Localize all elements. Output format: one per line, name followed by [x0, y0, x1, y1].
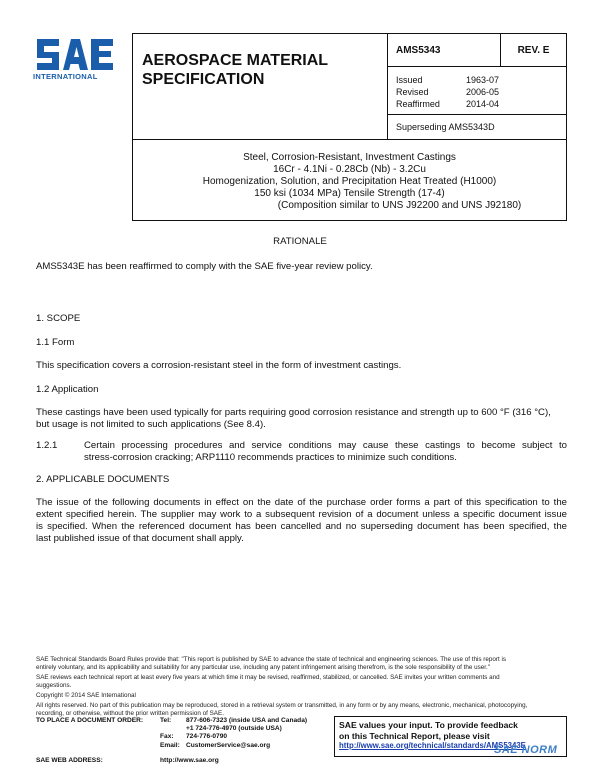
footer-p4-l1: All rights reserved. No part of this publication may be reproduced, stored in a retrieval system or transmitted, in any form or by any means, electronic, mechanical, photocopying, — [36, 702, 528, 709]
footer-p2-l1: SAE reviews each technical report at least every five years at which time it may be revised, reaffirmed, stabilized, or cancelled. SAE invites your written comments and — [36, 674, 500, 681]
footer-legal — [36, 656, 567, 718]
footer-p1-l2: entirely voluntary, and its applicability and suitability for any particular use, including any patent infringement arising therefrom, is the sole responsibility of the user." — [36, 664, 490, 671]
date-list — [396, 74, 499, 110]
section-1-heading: 1. SCOPE — [36, 313, 81, 324]
header-table — [132, 33, 567, 140]
header-info-cell — [388, 34, 566, 139]
subject-box — [132, 140, 567, 221]
subject-line-2: 16Cr - 4.1Ni - 0.28Cb (Nb) - 3.2Cu — [273, 164, 426, 175]
superseding-text: Superseding AMS5343D — [396, 122, 495, 132]
title-line-1: AEROSPACE MATERIAL — [142, 52, 329, 69]
order-fax: 724-776-0790 — [186, 733, 228, 741]
logo-subtext: INTERNATIONAL — [33, 72, 98, 81]
subject-line-3: Homogenization, Solution, and Precipitation Heat Treated (H1000) — [202, 176, 497, 187]
order-tel-1: 877-606-7323 (inside USA and Canada) — [186, 717, 308, 724]
sae-norm-watermark: SAE NORM — [494, 744, 558, 756]
section-1-2-1-text-l2: stress-corrosion cracking; ARP1110 recommends practices to minimize such conditions. — [84, 452, 457, 463]
document-code: AMS5343 — [396, 45, 441, 56]
feedback-line-2: on this Technical Report, please visit — [339, 730, 490, 741]
web-address-link[interactable]: http://www.sae.org — [160, 757, 219, 764]
section-1-2-text-l1: These castings have been used typically for parts requiring good corrosion resistance and strength up to 600 °F (316 °C), — [36, 407, 551, 418]
title-line-2: SPECIFICATION — [142, 71, 265, 88]
section-2-text-l1: The issue of the following documents in effect on the date of the purchase order forms a part of this specification to the — [36, 497, 567, 508]
section-1-2-heading: 1.2 Application — [36, 384, 99, 395]
date-row-revised: Revised 2006-05 — [396, 87, 500, 97]
subject-line-5: (Composition similar to UNS J92200 and UNS J92180) — [277, 200, 522, 211]
section-1-2-text-l2: but usage is not limited to such applications (See 8.4). — [36, 419, 266, 430]
rationale-text: AMS5343E has been reaffirmed to comply with the SAE five-year review policy. — [36, 261, 373, 272]
header-title-cell — [133, 34, 388, 139]
section-2-text-l2: extent specified herein. The supplier may work to a subsequent revision of a document unless a specific document issue — [36, 509, 567, 520]
rationale-heading: RATIONALE — [273, 236, 327, 247]
footer-p2-l2: suggestions. — [36, 682, 72, 689]
order-label: TO PLACE A DOCUMENT ORDER: — [36, 717, 144, 724]
section-2-text-l4: last published issue of that document shall apply. — [36, 533, 244, 544]
revision-label: REV. E — [500, 34, 566, 67]
section-1-1-text: This specification covers a corrosion-resistant steel in the form of investment castings. — [36, 360, 402, 371]
subject-line-1: Steel, Corrosion-Resistant, Investment Castings — [243, 152, 456, 163]
order-contact: Tel: 877-606-7323 (inside USA and Canada) +1 724-776-4970 (outside USA) Fax: 724-776-0790 Email: CustomerService@sae.org — [160, 717, 308, 749]
subject-line-4: 150 ksi (1034 MPa) Tensile Strength (17-4) — [254, 188, 445, 199]
section-1-2-1-number: 1.2.1 — [36, 440, 58, 451]
doc-type-title — [142, 51, 328, 89]
footer-p1-l1: SAE Technical Standards Board Rules provide that: "This report is published by SAE to advance the state of technical and engineering sciences. The use of this report is — [36, 656, 506, 663]
section-2-heading: 2. APPLICABLE DOCUMENTS — [36, 474, 170, 485]
feedback-link[interactable]: http://www.sae.org/technical/standards/AMS5343E — [339, 741, 526, 750]
order-tel-2: +1 724-776-4970 (outside USA) — [186, 725, 282, 733]
footer-copyright: Copyright © 2014 SAE International — [36, 692, 136, 699]
web-address-label: SAE WEB ADDRESS: — [36, 757, 103, 764]
code-row — [388, 34, 566, 67]
section-1-1-heading: 1.1 Form — [36, 337, 75, 348]
date-row-issued: Issued 1963-07 — [396, 75, 500, 85]
section-1-2-1-text-l1: Certain processing procedures and service conditions may cause these castings to become subject to — [84, 440, 567, 451]
order-email[interactable]: CustomerService@sae.org — [186, 741, 271, 749]
footer-p4-l2: recording, or otherwise, without the prior written permission of SAE. — [36, 710, 224, 717]
section-2-text-l3: is specified. When the referenced document has been cancelled and no superseding document has been specified, the — [36, 521, 567, 532]
feedback-line-1: SAE values your input. To provide feedback — [339, 720, 518, 730]
date-row-reaffirmed: Reaffirmed 2014-04 — [396, 99, 500, 109]
superseding-row — [388, 114, 566, 139]
